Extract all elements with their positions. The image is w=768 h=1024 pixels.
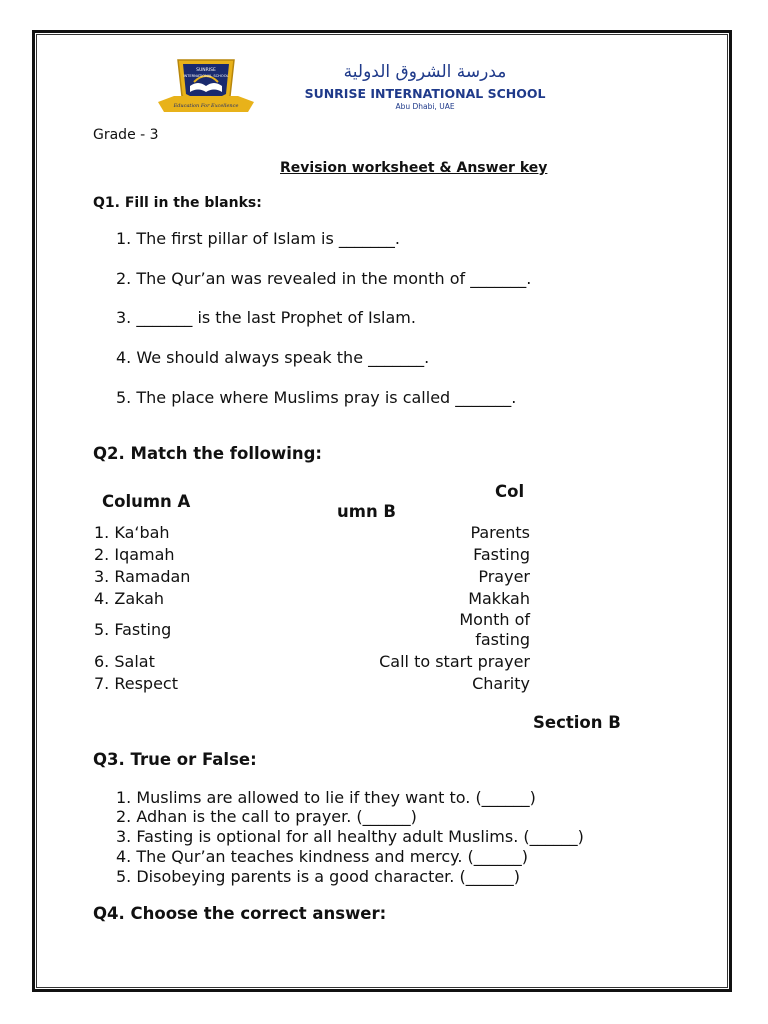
school-logo: [156, 56, 256, 118]
column-a-header: Column A: [102, 492, 191, 511]
column-b-item: Parents: [470, 523, 530, 542]
fill-blank-item: 5. The place where Muslims pray is called _______.: [116, 388, 517, 407]
school-name-arabic: مدرسة الشروق الدولية: [343, 62, 507, 82]
fill-blank-item: 2. The Qur’an was revealed in the month of _______.: [116, 269, 532, 288]
column-b-item: Charity: [472, 674, 530, 693]
section-b-heading: Section B: [533, 713, 621, 732]
school-name: SUNRISE INTERNATIONAL SCHOOL: [304, 86, 546, 101]
fill-blank-item: 1. The first pillar of Islam is _______.: [116, 229, 400, 248]
q4-heading: Q4. Choose the correct answer:: [93, 904, 387, 923]
column-b-item: Month of: [459, 610, 530, 629]
fill-blank-item: 4. We should always speak the _______.: [116, 348, 430, 367]
column-b-item: Fasting: [473, 545, 530, 564]
column-a-item: 2. Iqamah: [94, 545, 175, 564]
column-a-item: 7. Respect: [94, 674, 178, 693]
column-a-item: 5. Fasting: [94, 620, 172, 639]
true-false-item: 4. The Qur’an teaches kindness and mercy. (______): [116, 847, 528, 866]
svg-text:INTERNATIONAL SCHOOL: INTERNATIONAL SCHOOL: [183, 74, 229, 78]
true-false-item: 1. Muslims are allowed to lie if they want to. (______): [116, 788, 536, 807]
column-b-item: Makkah: [468, 589, 530, 608]
true-false-item: 2. Adhan is the call to prayer. (______): [116, 807, 417, 826]
fill-blank-item: 3. _______ is the last Prophet of Islam.: [116, 308, 416, 327]
worksheet-title: Revision worksheet & Answer key: [280, 160, 548, 176]
column-a-item: 1. Ka‘bah: [94, 523, 170, 542]
true-false-item: 5. Disobeying parents is a good character. (______): [116, 867, 520, 886]
column-b-item: Prayer: [478, 567, 530, 586]
column-a-item: 4. Zakah: [94, 589, 165, 608]
grade-label: Grade - 3: [93, 127, 159, 143]
q2-heading: Q2. Match the following:: [93, 444, 323, 463]
svg-text:Education For Excellence: Education For Excellence: [173, 103, 239, 109]
q1-heading: Q1. Fill in the blanks:: [93, 195, 262, 211]
column-b-header-part1: Col: [495, 482, 525, 501]
column-a-item: 6. Salat: [94, 652, 155, 671]
column-a-item: 3. Ramadan: [94, 567, 191, 586]
column-b-item: fasting: [475, 630, 530, 649]
column-b-item: Call to start prayer: [379, 652, 530, 671]
q3-heading: Q3. True or False:: [93, 750, 257, 769]
true-false-item: 3. Fasting is optional for all healthy adult Muslims. (______): [116, 827, 584, 846]
column-b-header-part2: umn B: [337, 502, 397, 521]
svg-text:SUNRISE: SUNRISE: [196, 68, 216, 73]
school-location: Abu Dhabi, UAE: [395, 102, 455, 111]
